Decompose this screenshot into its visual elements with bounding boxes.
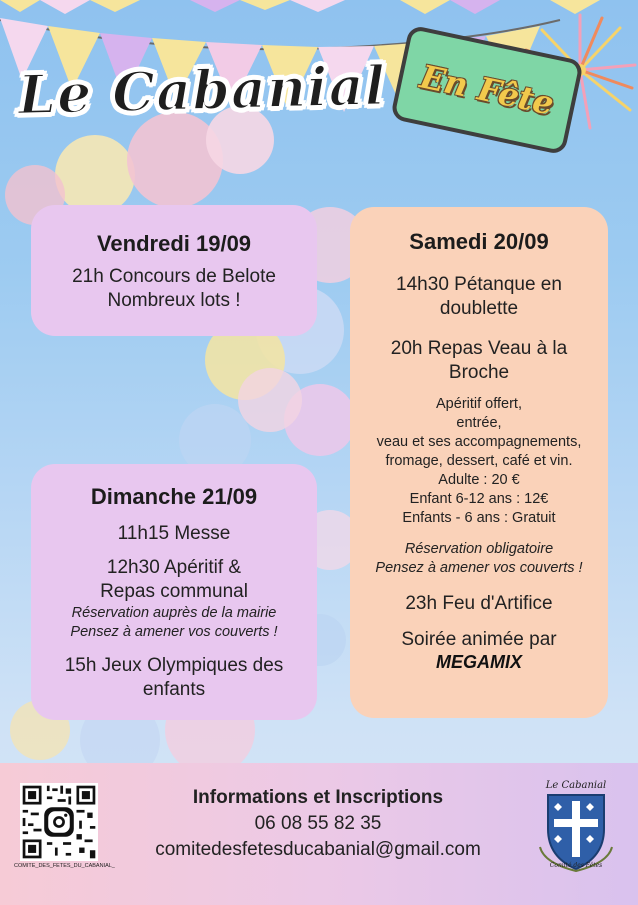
qr-caption: COMITE_DES_FETES_DU_CABANIAL_ bbox=[14, 863, 115, 869]
sunday-card bbox=[31, 464, 317, 720]
jeux-line: 15h Jeux Olympiques des bbox=[64, 655, 284, 676]
menu-line: entrée, bbox=[456, 415, 502, 431]
jeux-line: enfants bbox=[142, 679, 206, 700]
phone-number[interactable]: 06 08 55 82 35 bbox=[254, 813, 382, 834]
friday-title: Vendredi 19/09 bbox=[96, 231, 252, 256]
messe-line: 11h15 Messe bbox=[117, 523, 231, 544]
info-block bbox=[120, 785, 516, 863]
menu-line: Apéritif offert, bbox=[436, 396, 522, 412]
crest-bottom-label: Comité des Fêtes bbox=[549, 862, 603, 869]
petanque-line: doublette bbox=[439, 298, 519, 319]
price-line: Adulte : 20 € bbox=[438, 472, 520, 488]
friday-line: Nombreux lots ! bbox=[107, 290, 241, 311]
aperitif-line: 12h30 Apéritif & bbox=[106, 557, 242, 578]
soiree-line: Soirée animée par bbox=[401, 629, 557, 650]
friday-card bbox=[31, 205, 317, 336]
dj-name: MEGAMIX bbox=[435, 652, 522, 672]
repas-line: Broche bbox=[448, 362, 510, 383]
repas-line: 20h Repas Veau à la bbox=[390, 338, 568, 359]
event-title: Le Cabanial bbox=[17, 53, 387, 127]
aperitif-line: Repas communal bbox=[100, 581, 248, 602]
petanque-line: 14h30 Pétanque en bbox=[396, 274, 562, 295]
reservation-note: Pensez à amener vos couverts ! bbox=[375, 560, 583, 576]
sunday-title: Dimanche 21/09 bbox=[90, 484, 258, 509]
sunday-note: Réservation auprès de la mairie bbox=[71, 605, 277, 621]
friday-line: 21h Concours de Belote bbox=[72, 266, 276, 287]
menu-line: fromage, dessert, café et vin. bbox=[385, 453, 573, 469]
info-title: Informations et Inscriptions bbox=[192, 787, 444, 808]
badge-label: En Fête bbox=[416, 57, 558, 123]
saturday-card bbox=[350, 207, 608, 718]
email-link[interactable]: comitedesfetesducabanial@gmail.com bbox=[155, 839, 481, 860]
qr-code-icon[interactable] bbox=[20, 783, 98, 861]
crest-top-label: Le Cabanial bbox=[545, 780, 607, 791]
menu-line: veau et ses accompagnements, bbox=[376, 434, 582, 450]
feu-artifice-line: 23h Feu d'Artifice bbox=[405, 593, 553, 614]
price-line: Enfants - 6 ans : Gratuit bbox=[402, 510, 556, 526]
saturday-title: Samedi 20/09 bbox=[409, 229, 549, 254]
price-line: Enfant 6-12 ans : 12€ bbox=[409, 491, 549, 507]
sunday-note: Pensez à amener vos couverts ! bbox=[70, 624, 278, 640]
reservation-note: Réservation obligatoire bbox=[404, 541, 554, 557]
